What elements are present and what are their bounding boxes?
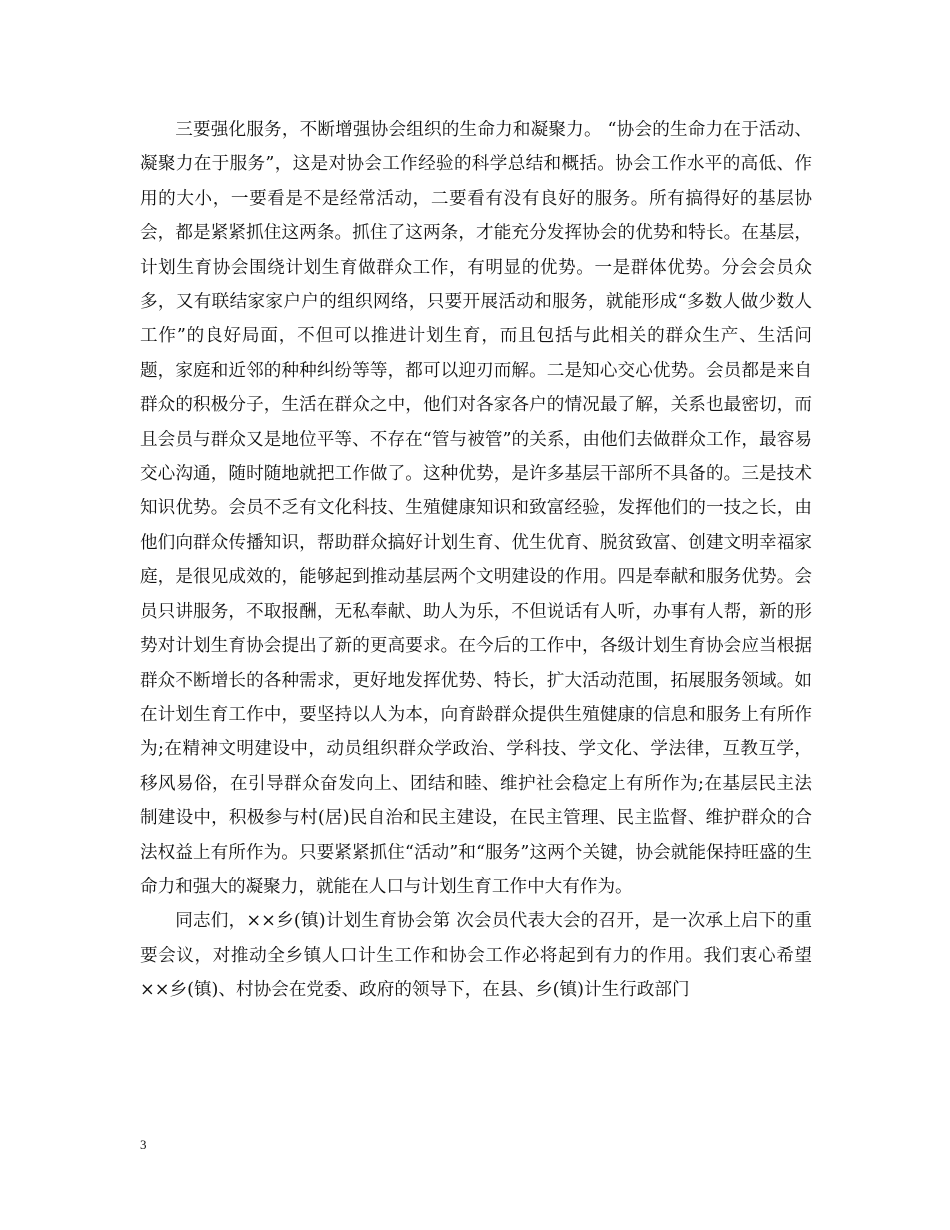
paragraph-comrades: 同志们，××乡(镇)计划生育协会第 次会员代表大会的召开，是一次承上启下的重要会议，对推动全乡镇人口计生工作和协会工作必将起到有力的作用。我们衷心希望××乡(镇)、村协会在党委、政府的领导下，在县、乡(镇)计生行政部门	[140, 911, 812, 1001]
paragraph-strengthen-service: 三要强化服务，不断增强协会组织的生命力和凝聚力。 “协会的生命力在于活动、凝聚力在于服务”，这是对协会工作经验的科学总结和概括。协会工作水平的高低、作用的大小，一要看是不是经常活动，二要看有没有良好的服务。所有搞得好的基层协会，都是紧紧抓住这两条。抓住了这两条，才能充分发挥协会的优势和特长。在基层，计划生育协会围绕计划生育做群众工作，有明显的优势。一是群体优势。分会会员众多，又有联结家家户户的组织网络，只要开展活动和服务，就能形成“多数人做少数人工作”的良好局面，不但可以推进计划生育，而且包括与此相关的群众生产、生活问题，家庭和近邻的种种纠纷等等，都可以迎刃而解。二是知心交心优势。会员都是来自群众的积极分子，生活在群众之中，他们对各家各户的情况最了解，关系也最密切，而且会员与群众又是地位平等、不存在“管与被管”的关系，由他们去做群众工作，最容易交心沟通，随时随地就把工作做了。这种优势，是许多基层干部所不具备的。三是技术知识优势。会员不乏有文化科技、生殖健康知识和致富经验，发挥他们的一技之长，由他们向群众传播知识，帮助群众搞好计划生育、优生优育、脱贫致富、创建文明幸福家庭，是很见成效的，能够起到推动基层两个文明建设的作用。四是奉献和服务优势。会员只讲服务，不取报酬，无私奉献、助人为乐，不但说话有人听，办事有人帮，新的形势对计划生育协会提出了新的更高要求。在今后的工作中，各级计划生育协会应当根据群众不断增长的各种需求，更好地发挥优势、特长，扩大活动范围，拓展服务领域。如在计划生育工作中，要坚持以人为本，向育龄群众提供生殖健康的信息和服务上有所作为;在精神文明建设中，动员组织群众学政治、学科技、学文化、学法律，互教互学，移风易俗，在引导群众奋发向上、团结和睦、维护社会稳定上有所作为;在基层民主法制建设中，积极参与村(居)民自治和民主建设，在民主管理、民主监督、维护群众的合法权益上有所作为。只要紧紧抓住“活动”和“服务”这两个关键，协会就能保持旺盛的生命力和强大的凝聚力，就能在人口与计划生育工作中大有作为。	[140, 120, 812, 897]
page-number: 3	[140, 1137, 147, 1152]
body-text	[140, 113, 812, 1008]
